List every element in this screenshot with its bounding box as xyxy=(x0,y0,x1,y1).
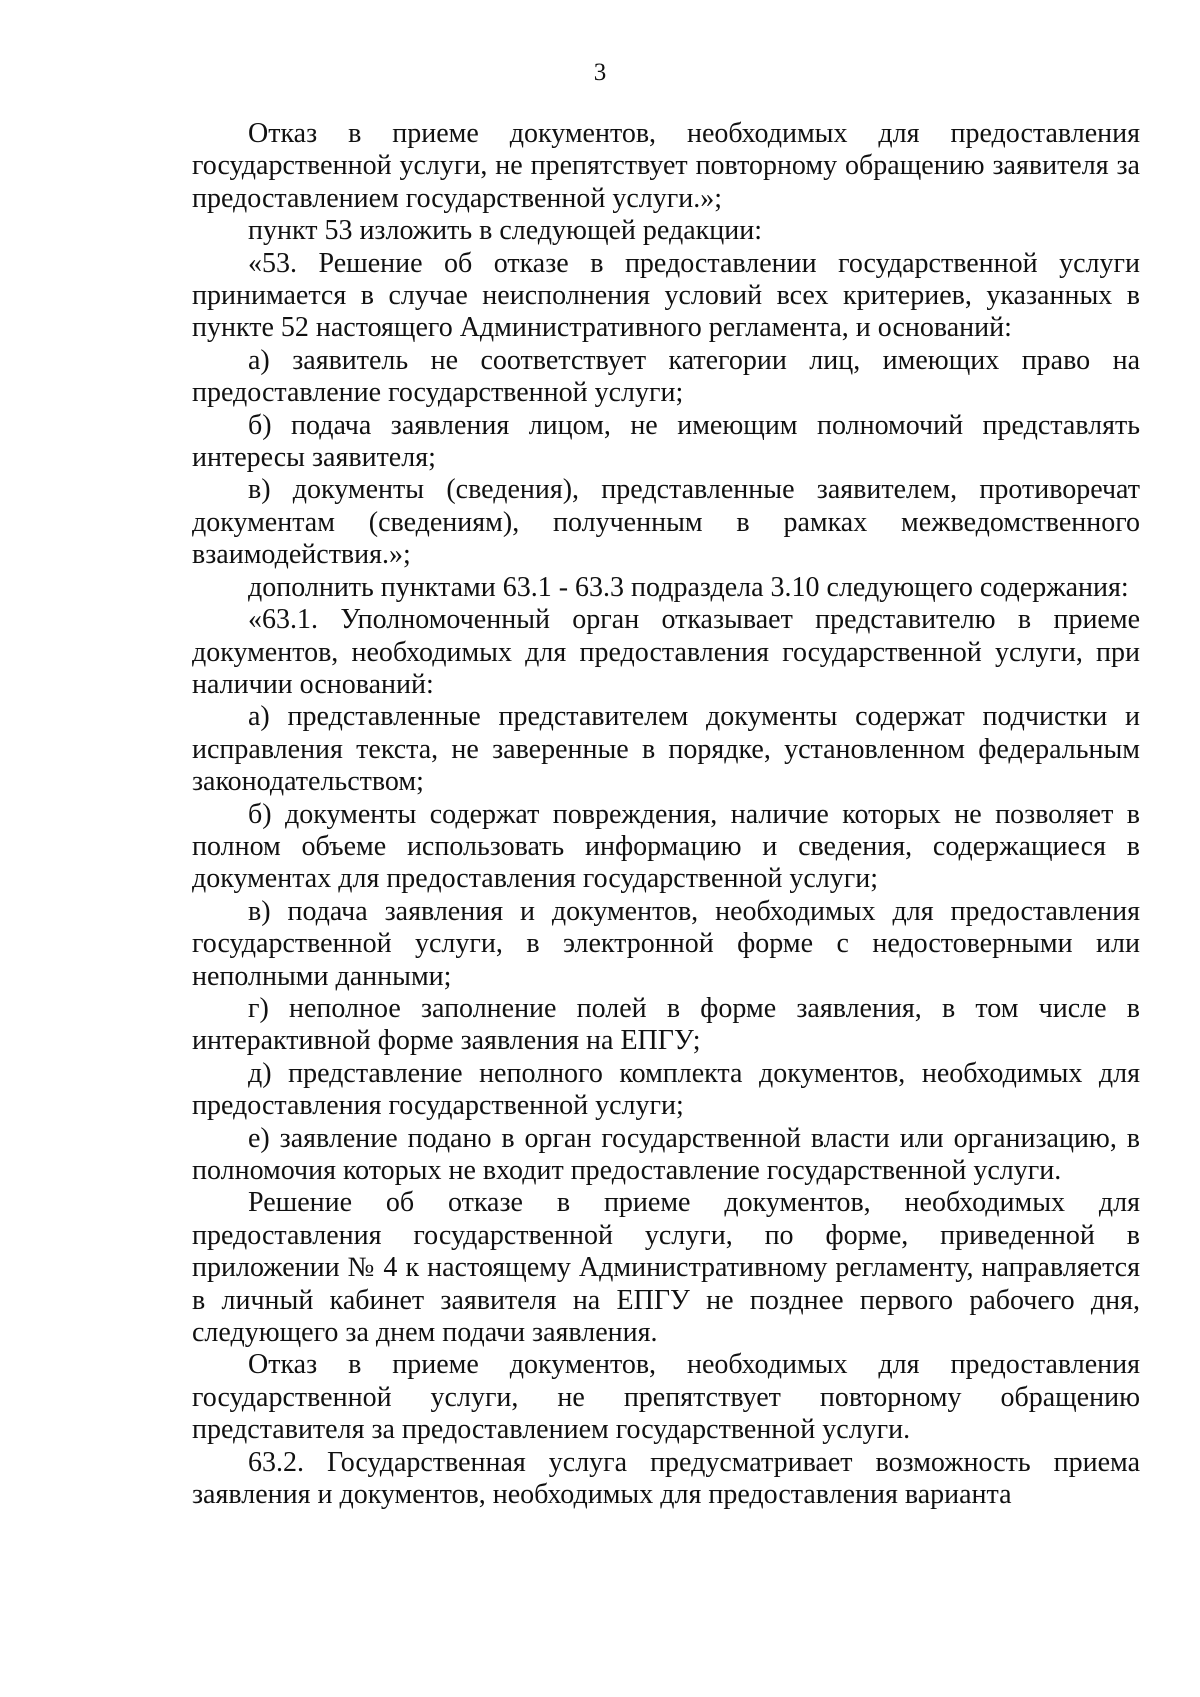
list-item-53-b: б) подача заявления лицом, не имеющим полномочий представлять интересы заявителя; xyxy=(192,409,1140,474)
list-item-63-1-a: а) представленные представителем документы содержат подчистки и исправления текста, не заверенные в порядке, установленном федеральным законодательством; xyxy=(192,701,1140,798)
paragraph-amend-53: пункт 53 изложить в следующей редакции: xyxy=(248,215,762,247)
list-item-53-a: а) заявитель не соответствует категории лиц, имеющих право на предоставление государственной услуги; xyxy=(192,344,1140,409)
paragraph-item-63-1: «63.1. Уполномоченный орган отказывает представителю в приеме документов, необходимых для предоставления государственной услуги, при наличии оснований: xyxy=(192,604,1140,700)
paragraph-refusal-note: Отказ в приеме документов, необходимых для предоставления государственной услуги, не препятствует повторному обращению заявителя за предоставлением государственной услуги.»; xyxy=(192,118,1140,214)
list-item-63-1-g: г) неполное заполнение полей в форме заявления, в том числе в интерактивной форме заявления на ЕПГУ; xyxy=(192,992,1140,1057)
list-item-63-1-e: е) заявление подано в орган государственной власти или организацию, в полномочия которых не входит предоставление государственной услуги. xyxy=(192,1122,1140,1186)
list-item-63-1-d: д) представление неполного комплекта документов, необходимых для предоставления государственной услуги; xyxy=(192,1057,1140,1122)
list-item-63-1-v: в) подача заявления и документов, необходимых для предоставления государственной услуги, в электронной форме с недостоверными или неполными данными; xyxy=(192,895,1140,992)
paragraph-decision: Решение об отказе в приеме документов, необходимых для предоставления государственной услуги, по форме, приведенной в приложении № 4 к настоящему Административному регламенту, направляется в личный кабинет заявителя на ЕПГУ не позднее первого рабочего дня, следующего за днем подачи заявления. xyxy=(192,1187,1140,1349)
paragraph-item-63-2: 63.2. Государственная услуга предусматривает возможность приема заявления и документов, необходимых для предоставления варианта xyxy=(192,1446,1140,1511)
paragraph-refusal-representative: Отказ в приеме документов, необходимых для предоставления государственной услуги, не препятствует повторному обращению представителя за предоставлением государственной услуги. xyxy=(192,1349,1140,1446)
list-item-63-1-b: б) документы содержат повреждения, наличие которых не позволяет в полном объеме использовать информацию и сведения, содержащиеся в документах для предоставления государственной услуги; xyxy=(192,798,1140,895)
paragraph-item-53: «53. Решение об отказе в предоставлении государственной услуги принимается в случае неисполнения условий всех критериев, указанных в пункте 52 настоящего Административного регламента, и оснований: xyxy=(192,247,1140,344)
page-number: 3 xyxy=(593,59,607,86)
paragraph-add-63: дополнить пунктами 63.1 - 63.3 подраздела 3.10 следующего содержания: xyxy=(248,571,1129,603)
list-item-53-v: в) документы (сведения), представленные заявителем, противоречат документам (сведениям), полученным в рамках межведомственного взаимодействия.»; xyxy=(192,474,1140,571)
document-body xyxy=(192,118,1140,1511)
